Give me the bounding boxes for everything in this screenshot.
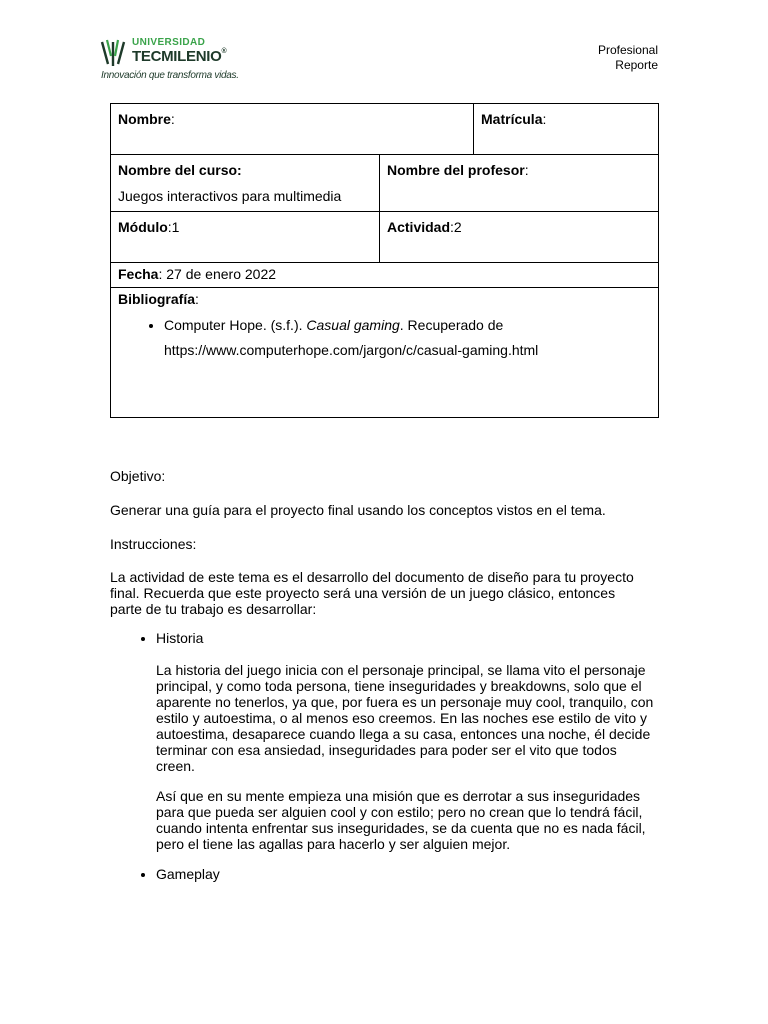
list-item-historia xyxy=(156,630,670,852)
profesor-value: : xyxy=(524,162,529,178)
bibliografia-cell xyxy=(111,288,659,418)
curso-value: Juegos interactivos para multimedia xyxy=(118,188,342,204)
bib-author: Computer Hope. (s.f.). xyxy=(164,317,307,333)
logo-tagline: Innovación que transforma vidas. xyxy=(101,70,239,81)
historia-title: • Historia xyxy=(156,630,204,646)
header-document-type xyxy=(598,43,658,73)
curso-cell xyxy=(111,155,380,212)
header-line-profesional: Profesional xyxy=(597,43,658,57)
deliverables-list xyxy=(110,630,670,882)
bib-rest: . Recuperado de xyxy=(399,317,504,333)
profesor-label: Nombre del profesor xyxy=(387,162,525,178)
actividad-value: :2 xyxy=(450,219,462,235)
curso-label: Nombre del curso: xyxy=(118,162,242,178)
university-logo xyxy=(100,36,260,86)
bib-url-link[interactable]: https://www.computerhope.com/jargon/c/casual-gaming.html xyxy=(164,342,539,358)
matricula-cell xyxy=(474,104,659,155)
objetivo-text: Generar una guía para el proyecto final usando los conceptos vistos en el tema. xyxy=(110,502,606,518)
fecha-cell xyxy=(111,263,659,288)
actividad-label: Actividad xyxy=(387,219,451,235)
logo-line1: UNIVERSIDAD xyxy=(132,37,206,48)
logo-mark-icon xyxy=(100,38,128,68)
instrucciones-heading: Instrucciones: xyxy=(110,536,197,552)
list-item-gameplay xyxy=(156,866,670,882)
instrucciones-text: La actividad de este tema es el desarrollo del documento de diseño para tu proyecto final. Recuerda que este proyecto será una versión de un juego clásico, entonces parte de tu trabajo es desarrollar: xyxy=(110,569,634,617)
bibliografia-value: : xyxy=(195,291,199,307)
modulo-cell xyxy=(111,212,380,263)
logo-registered: ® xyxy=(221,48,227,55)
objetivo-heading: Objetivo: xyxy=(110,468,166,484)
gameplay-title: • Gameplay xyxy=(156,866,220,882)
matricula-value: : xyxy=(542,111,547,127)
fecha-value: : 27 de enero 2022 xyxy=(158,266,277,282)
header-line-reporte: Reporte xyxy=(615,58,658,72)
document-body xyxy=(110,468,670,882)
nombre-value: : xyxy=(170,111,175,127)
nombre-label: Nombre xyxy=(118,111,171,127)
actividad-cell xyxy=(380,212,659,263)
matricula-label: Matrícula xyxy=(481,111,543,127)
bibliography-item xyxy=(164,313,651,363)
bibliography-list xyxy=(118,313,651,363)
logo-line2: TECMILENIO® xyxy=(132,48,227,65)
student-info-table xyxy=(110,103,659,418)
modulo-value: :1 xyxy=(167,219,180,235)
bibliografia-label: Bibliografía xyxy=(118,291,196,307)
nombre-cell xyxy=(111,104,474,155)
modulo-label: Módulo xyxy=(118,219,168,235)
historia-paragraph-2: Así que en su mente empieza una misión que es derrotar a sus inseguridades para que pueda ser alguien cool y con estilo; pero no crean que lo tendrá fácil, cuando intenta enfrentar sus inseguridades, se da cuenta que no es nada fácil, pero el tiene las agallas para hacerlo y ser alguien mejor. xyxy=(156,788,646,852)
bib-title: Casual gaming xyxy=(306,317,400,333)
fecha-label: Fecha xyxy=(118,266,159,282)
historia-paragraph-1: La historia del juego inicia con el personaje principal, se llama vito el personaje principal, y como toda persona, tiene inseguridades y breakdowns, solo que el aparente no tenerlos, ya que, por fuera es un personaje muy cool, tranquilo, con estilo y autoestima, o al menos eso creemos. En las noches ese estilo de vito y autoestima, desaparece cuando llega a su casa, entonces una noche, él decide terminar con esa ansiedad, inseguridades para poder ser el vito que todos creen. xyxy=(156,662,654,774)
profesor-cell xyxy=(380,155,659,212)
